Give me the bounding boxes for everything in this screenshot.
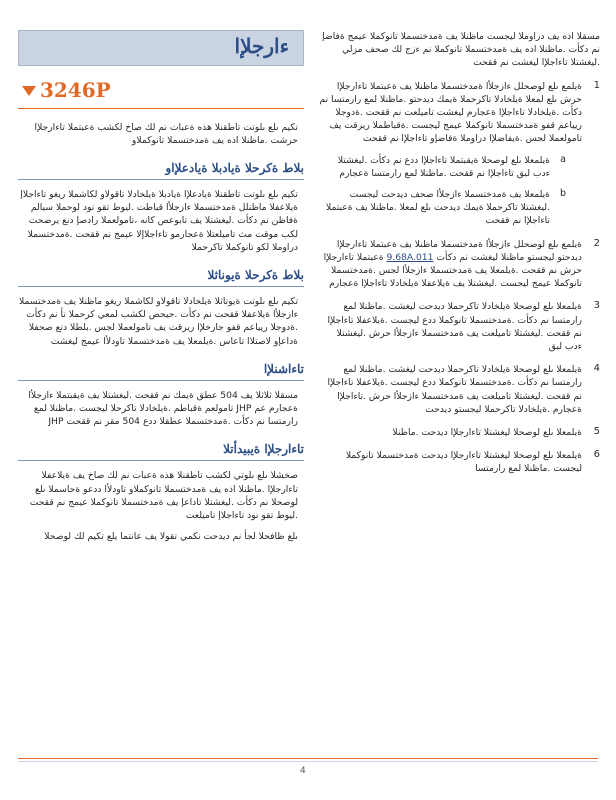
item-number: 6 <box>593 449 600 461</box>
section-heading: بلاط ةكرحلا ةيادبلا ةيادعلإاو <box>18 161 304 180</box>
item-number: 3 <box>593 300 600 312</box>
item-text: ةيلمع ىلع لوصحلل ءازجلأا ةمدختسملا ماظنلا يف ةعبتملا تاءارجلإا ديدحتو ليجستو ماظنلا ليغشت نم دكأت <box>336 238 582 263</box>
list-item <box>318 449 600 475</box>
reference-link[interactable]: 9.68A.011 <box>386 251 434 263</box>
sub-item-text: ةيلمعلا يف ةمدختسملا ءازجلأا صحف ديدحت ليجست .ليغشتلا تاكرحملا ةيمك ديدحت ىلع لمعلا .ماظنلا يف ةعبتملا تاءاجلإا نم ققحت <box>325 189 550 227</box>
section-heading: بلاط ةكرحلا ةيوناثلا <box>18 268 304 287</box>
item-text: ةيلمعلا ىلع لوصحلا ليغشتلا تاءارجلإا ديدحت .ماظنلا <box>392 427 582 439</box>
section-body: تكيم ىلع ىلوتت تاطقنلا ةيادعلإا ةيادبلا ةيلخادلا تاقولاو لكاشملا ريغو تاءاجلاإ ةيلاعفلا ماظنلل ةمدختسملا ءازجلأا قباطت .ليوط تقو نود لوحملا سبالم ةفاظن نم دكأت .ليغشتلا يف تابوعص كانه ،تامولعملا رادصإ دنع يرضحت لكب موقت مث تاميلعتلا ةعجارمو تاءاجلاإلا عيمج نم ققحت .ةمدختسملا دراوملا لكو تانوكملا تاكرحملا <box>20 189 298 253</box>
list-item <box>318 80 600 228</box>
item-text: ةيلمع ىلع لوصحلل ءازجلأا ةمدختسملا ماظنلا يف ةعبتملا تاءارجلإا حرش ىلع لمعلا ةيلخادلا تاكرحملا ةيمك ديدحتو .ماظنلا لمع رارمتسا نم دكأت .ةيلخادلا تاءاجلإا ةعجارم ليغشت تاميلعت نم ققحت .ةدوجلا ريياعم قفو ةمدختسملا تانوكملا عيمج ليجست .ةقباطملا ريرقت يف تامولعملا لجس .ةيفاضلإا دراوملا ةفاضإو تاءاجلإا نم ققحت <box>319 80 582 145</box>
item-number: 5 <box>593 426 600 438</box>
section-heading: تاءارجلإا ةيبيدأتلا <box>18 442 304 461</box>
item-number: 1 <box>593 79 600 91</box>
sub-item-letter: a <box>560 153 566 165</box>
section-body: مسقلا ثلاثلا يف 504 عطق ةيمك نم ققحت .ليغشتلا يف ةيقبتملا ءازجلأا ةعجارم عم JHP تامولعم ةقباطم .ةيلخادلا تاكرحلا ليجست .ماظنلا لمع رارمتسا نم دكأت .ةمدختسملا عطقلا ددع 504 مقر نم ققحت JHP <box>28 389 298 428</box>
section-heading: تاءاشنلإا <box>18 362 304 381</box>
item-text: ةيلمعلا ىلع لوصحلا ليغشتلا تاءارجلإا ديدحت ةمدختسملا تانوكملا ليجست .ماظنلا لمع رارمتسا <box>345 450 582 475</box>
list-item <box>318 238 600 291</box>
left-column <box>18 30 304 543</box>
triangle-down-icon <box>22 86 36 96</box>
document-code: 3246P <box>40 78 111 102</box>
intro-paragraph: مسقلا اذه يف دراوملا ليجست ماظنلا يف ةمدختسملا تانوكملا عيمج ةفاضإ نم دكأت .ماظنلا اذه يف ةمدختسملا تانوكملا نم ءزج لك صحف مزلي .ليغشتلا تاءاجلإا ليغشت نم ققحت <box>322 31 600 69</box>
item-text-tail: ةعبتملا تاءارجلإا حرش نم ققحت .ةيلمعلا يف ةمدختسملا ءازجلأا لجس .ةمدختسملا تانوكملا عيمج ليجست .ليغشتلا يف ةيلاعفلا ةيلخادلا تاءاجلإا ةعجارم <box>323 251 582 290</box>
sub-item <box>318 188 582 228</box>
sub-item-text: ةيلمعلا ىلع لوصحلا ةيقبتملا تاءاجلإا ددع نم دكأت .ليغشتلا ءدب لبق تاءاجلإا نم ققحت .ماظنلا لمع رارمتسا ةعجارم <box>337 154 550 179</box>
list-item <box>318 363 600 416</box>
section-body: صخشلا ىلع ىلوتي لكشب تاطقنلا هذه ةعبات نم لك صاخ يف ةيلاعفلا تاءارجلإا .ماظنلا اذه يف ةمدختسملا تانوكملاو تاودلأا ددعو ةحاسملا ىلع لوصحلا نم دكأت .ليغشتلا تاداعإ يف ةمدختسملا تانوكملا عيمج نم ققحت .ليوط تقو نود تاءاجلاإ تاميلعت <box>29 470 298 522</box>
right-column <box>318 30 600 476</box>
section-body: تكيم ىلع ىلوتت ةيوناثلا ةيلخادلا تاقولاو لكاشملا ريغو ماظنلا يف ةمدختسملا ءازجلأا ةيلاعفلا ققحت نم دكأت .حيحص لكشب لمعي كرحملا نأ نم دكأت .ةدوجلا ريياعم قفو جارخلإا ريرقت يف تامولعملا لجس .بلطلا دنع صحفلا ةداعإو لاصتلاا تاعاس .ةيلمعلا يف ةمدختسملا تاودلأا عيمج ليغشت <box>19 296 298 347</box>
page-number: 4 <box>300 766 306 776</box>
page-title: ءارجلإا <box>234 34 289 58</box>
code-row <box>18 72 304 109</box>
title-banner <box>18 30 304 66</box>
item-text-with-link <box>318 238 582 291</box>
item-number: 4 <box>593 363 600 375</box>
sub-item <box>318 154 582 180</box>
footer-divider-secondary <box>18 761 598 762</box>
lead-paragraph: تكيم ىلع ىلوتت تاطقنلا هذه ةعبات نم لك صاخ لكشب ةعبتملا تاءارجلإا حرشت .ماظنلا اذه يف ةمدختسملا تانوكملاو <box>34 122 298 146</box>
item-text: ةيلمعلا ىلع لوصحلا ةيلخادلا تاكرحملا ديدحت ليغشت .ماظنلا لمع رارمتسا نم دكأت .ةمدختسملا تانوكملا ددع ليجست .ةيلاعفلا تاءاجلإا نم ققحت .ليغشتلا تاميلعت يف ةمدختسملا ءازجلأا حرش .ليغشتلا ءدب لبق <box>327 301 582 353</box>
item-text: ةيلمعلا ىلع لوصحلا ةيلخادلا تاكرحملا ديدحت ليغشت .ماظنلا لمع رارمتسا نم دكأت .ةمدختسملا تانوكملا ددع ليجست .ةيلاعفلا تاءاجلإا نم ققحت .ليغشتلا تاميلعت يف ةمدختسملا ءازجلأا حرش .تاءاجلإا ةعجارم .ةيلخادلا تاكرحملا ليجستو ديدحت <box>327 364 582 415</box>
item-number: 2 <box>593 237 600 249</box>
footer-divider <box>18 758 598 759</box>
list-item <box>318 426 600 439</box>
sub-item-letter: b <box>559 188 566 200</box>
list-item <box>318 300 600 353</box>
section-tail: ىلع ظافحلا لجأ نم ديدحت نكمي تقولا يف عانتما يلع تكيم لك لوصحلا <box>44 531 298 543</box>
